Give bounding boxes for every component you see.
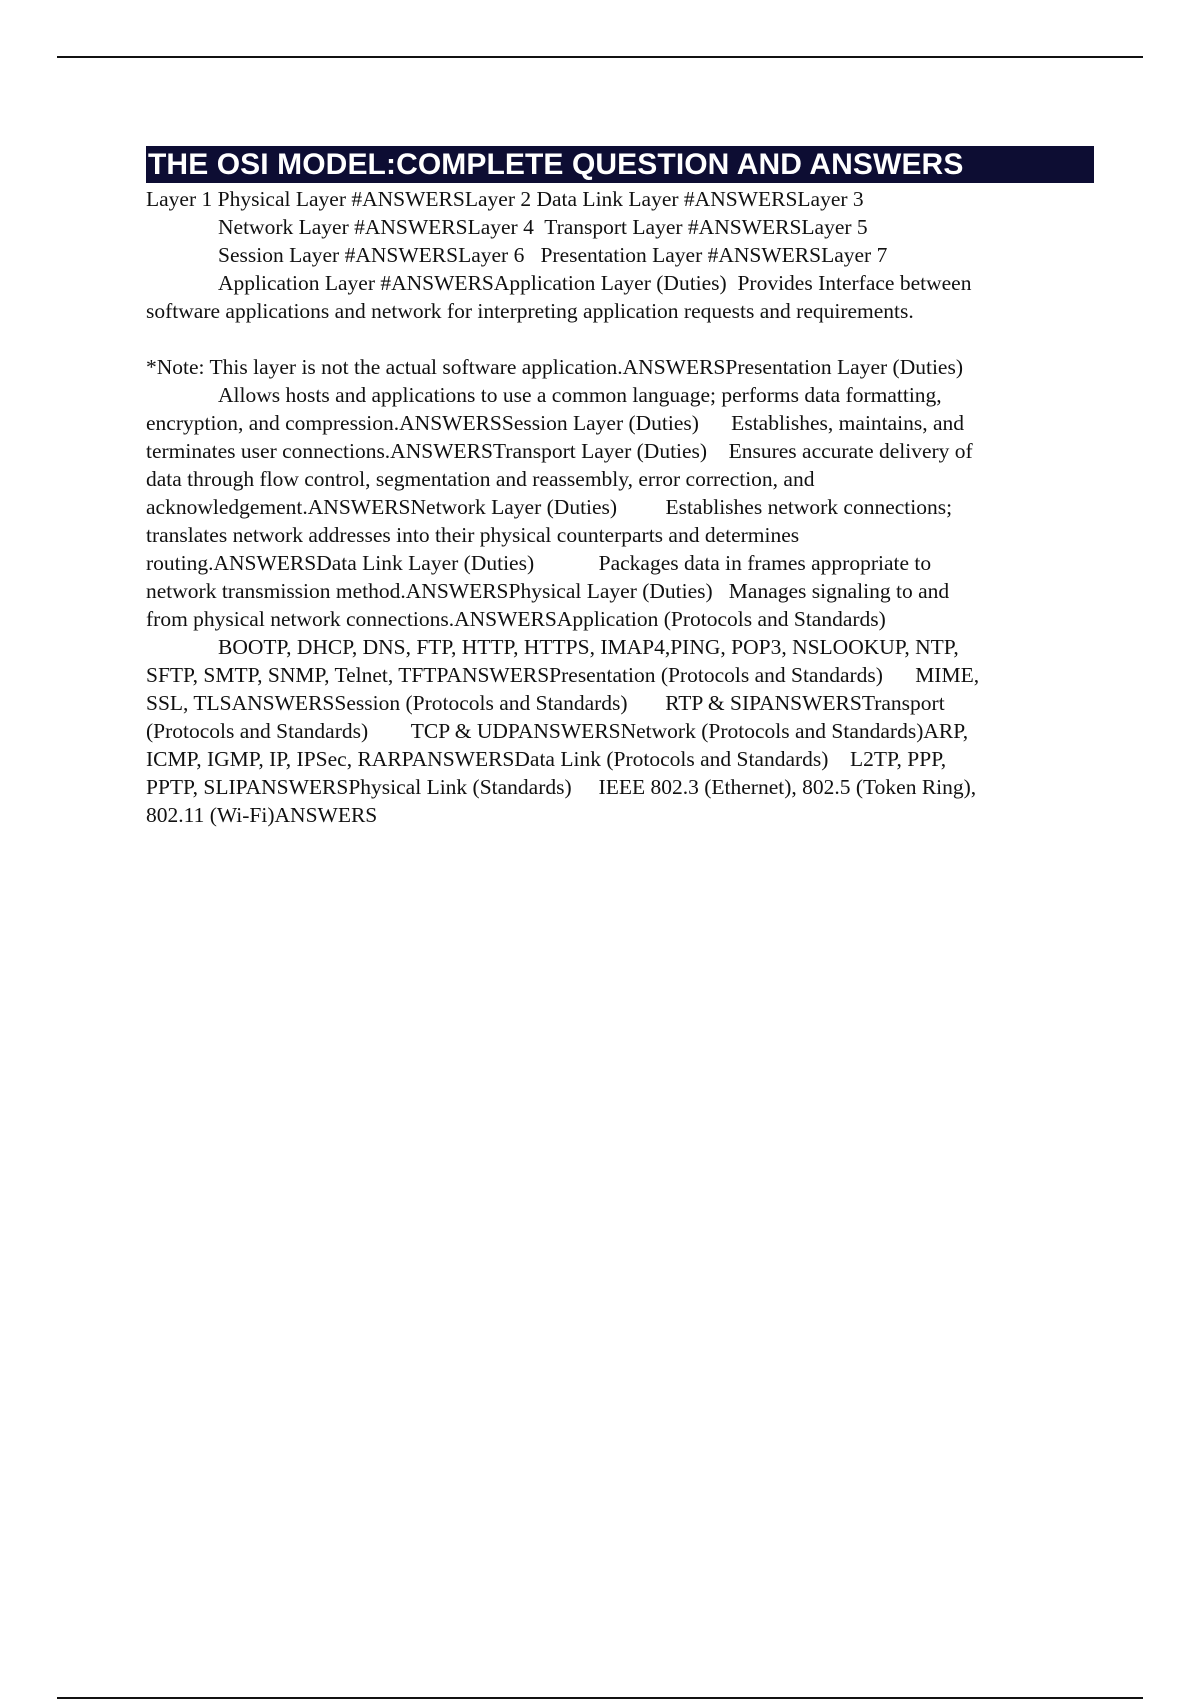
text-line: terminates user connections.ANSWERSTransport Layer (Duties) Ensures accurate delivery of — [146, 439, 973, 463]
top-rule — [57, 56, 1143, 58]
paragraph-spacer — [146, 325, 1094, 353]
text-line: routing.ANSWERSData Link Layer (Duties) Packages data in frames appropriate to — [146, 551, 932, 575]
text-line — [146, 269, 1094, 297]
text-line: *Note: This layer is not the actual software application.ANSWERSPresentation Layer (Duties) — [146, 355, 963, 379]
text-line — [146, 241, 1094, 269]
text-line: PPTP, SLIPANSWERSPhysical Link (Standards) IEEE 802.3 (Ethernet), 802.5 (Token Ring), — [146, 775, 977, 799]
text-line: (Protocols and Standards) TCP & UDPANSWERSNetwork (Protocols and Standards)ARP, — [146, 719, 969, 743]
text-line — [146, 213, 1094, 241]
text-line: acknowledgement.ANSWERSNetwork Layer (Duties) Establishes network connections; — [146, 495, 953, 519]
text-line: data through flow control, segmentation and reassembly, error correction, and — [146, 467, 815, 491]
bottom-rule — [57, 1697, 1143, 1699]
document-title: THE OSI MODEL:COMPLETE QUESTION AND ANSWERS — [146, 146, 1094, 183]
document-body — [146, 185, 1094, 829]
text-line: 802.11 (Wi-Fi)ANSWERS — [146, 803, 378, 827]
text-line-content: Session Layer #ANSWERSLayer 6 Presentation Layer #ANSWERSLayer 7 — [218, 243, 888, 267]
text-line-content: Application Layer #ANSWERSApplication Layer (Duties) Provides Interface between — [218, 271, 972, 295]
text-line: SSL, TLSANSWERSSession (Protocols and Standards) RTP & SIPANSWERSTransport — [146, 691, 945, 715]
text-line: SFTP, SMTP, SNMP, Telnet, TFTPANSWERSPresentation (Protocols and Standards) MIME, — [146, 663, 980, 687]
text-line: ICMP, IGMP, IP, IPSec, RARPANSWERSData Link (Protocols and Standards) L2TP, PPP, — [146, 747, 947, 771]
text-line-content: Network Layer #ANSWERSLayer 4 Transport Layer #ANSWERSLayer 5 — [218, 215, 868, 239]
text-line: network transmission method.ANSWERSPhysical Layer (Duties) Manages signaling to and — [146, 579, 950, 603]
text-line — [146, 381, 1094, 409]
text-line-content: Allows hosts and applications to use a common language; performs data formatting, — [218, 383, 942, 407]
text-line — [146, 633, 1094, 661]
text-line: translates network addresses into their physical counterparts and determines — [146, 523, 800, 547]
document-content — [146, 146, 1094, 829]
text-line: software applications and network for interpreting application requests and requirements. — [146, 299, 914, 323]
text-line: from physical network connections.ANSWERSApplication (Protocols and Standards) — [146, 607, 886, 631]
text-line: Layer 1 Physical Layer #ANSWERSLayer 2 Data Link Layer #ANSWERSLayer 3 — [146, 187, 864, 211]
text-line: encryption, and compression.ANSWERSSession Layer (Duties) Establishes, maintains, and — [146, 411, 965, 435]
text-line-content: BOOTP, DHCP, DNS, FTP, HTTP, HTTPS, IMAP4,PING, POP3, NSLOOKUP, NTP, — [218, 635, 959, 659]
